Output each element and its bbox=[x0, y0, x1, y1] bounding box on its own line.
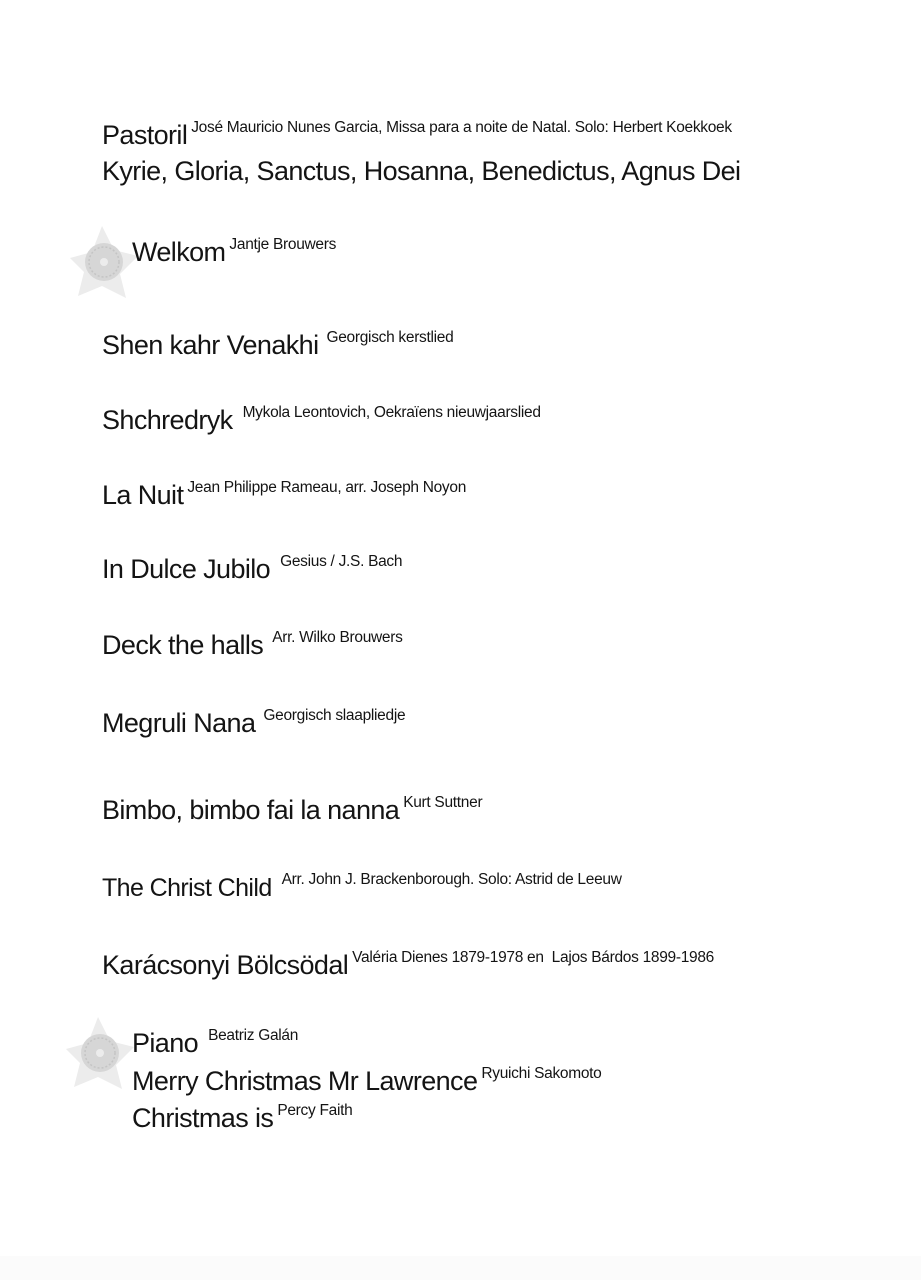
program-item bbox=[102, 479, 467, 510]
program-item bbox=[102, 329, 454, 360]
program-item bbox=[102, 871, 622, 902]
piece-title: Welkom bbox=[132, 237, 226, 267]
piece-credit: Valéria Dienes 1879-1978 en Lajos Bárdos 1899-1986 bbox=[352, 949, 714, 966]
piano-piece bbox=[132, 1102, 353, 1133]
page-bottom-edge bbox=[0, 1256, 921, 1280]
piece-credit: Arr. John J. Brackenborough. Solo: Astrid de Leeuw bbox=[281, 871, 622, 888]
program-item bbox=[102, 553, 403, 584]
piece-credit: José Mauricio Nunes Garcia, Missa para a noite de Natal. Solo: Herbert Koekkoek bbox=[191, 119, 732, 136]
piece-title: The Christ Child bbox=[102, 874, 272, 902]
program-item bbox=[102, 629, 403, 660]
piece-title: Pastoril bbox=[102, 120, 188, 150]
program-item bbox=[102, 949, 714, 980]
program-item-piano bbox=[132, 1027, 299, 1058]
piece-credit: Mykola Leontovich, Oekraïens nieuwjaarslied bbox=[242, 404, 541, 421]
piano-piece bbox=[132, 1065, 602, 1096]
piece-title: La Nuit bbox=[102, 480, 184, 510]
piece-title: Shchredryk bbox=[102, 405, 233, 435]
piece-credit: Georgisch slaapliedje bbox=[263, 707, 406, 724]
piece-credit: Gesius / J.S. Bach bbox=[280, 553, 403, 570]
piece-credit: Arr. Wilko Brouwers bbox=[272, 629, 403, 646]
program-item bbox=[102, 794, 483, 825]
piece-title: Megruli Nana bbox=[102, 708, 256, 738]
piece-title: Merry Christmas Mr Lawrence bbox=[132, 1066, 478, 1096]
piece-credit: Jantje Brouwers bbox=[229, 236, 337, 253]
piece-title: In Dulce Jubilo bbox=[102, 554, 271, 584]
piece-credit: Ryuichi Sakomoto bbox=[481, 1065, 602, 1082]
program-item-welkom bbox=[132, 236, 337, 267]
piece-title: Piano bbox=[132, 1028, 199, 1058]
piece-credit: Beatriz Galán bbox=[208, 1027, 299, 1044]
piece-title: Karácsonyi Bölcsödal bbox=[102, 950, 349, 980]
piece-title: Christmas is bbox=[132, 1103, 274, 1133]
piece-credit: Georgisch kerstlied bbox=[326, 329, 454, 346]
piece-credit: Jean Philippe Rameau, arr. Joseph Noyon bbox=[187, 479, 467, 496]
star-ornament-icon bbox=[66, 1015, 138, 1091]
piece-title: Deck the halls bbox=[102, 630, 264, 660]
program-item bbox=[102, 404, 541, 435]
program-item-pastoril bbox=[102, 119, 732, 150]
piece-movements: Kyrie, Gloria, Sanctus, Hosanna, Benedictus, Agnus Dei bbox=[102, 156, 741, 186]
piece-credit: Kurt Suttner bbox=[403, 794, 483, 811]
program-item bbox=[102, 707, 406, 738]
piece-title: Shen kahr Venakhi bbox=[102, 330, 319, 360]
piece-title: Bimbo, bimbo fai la nanna bbox=[102, 795, 400, 825]
piece-credit: Percy Faith bbox=[277, 1102, 353, 1119]
